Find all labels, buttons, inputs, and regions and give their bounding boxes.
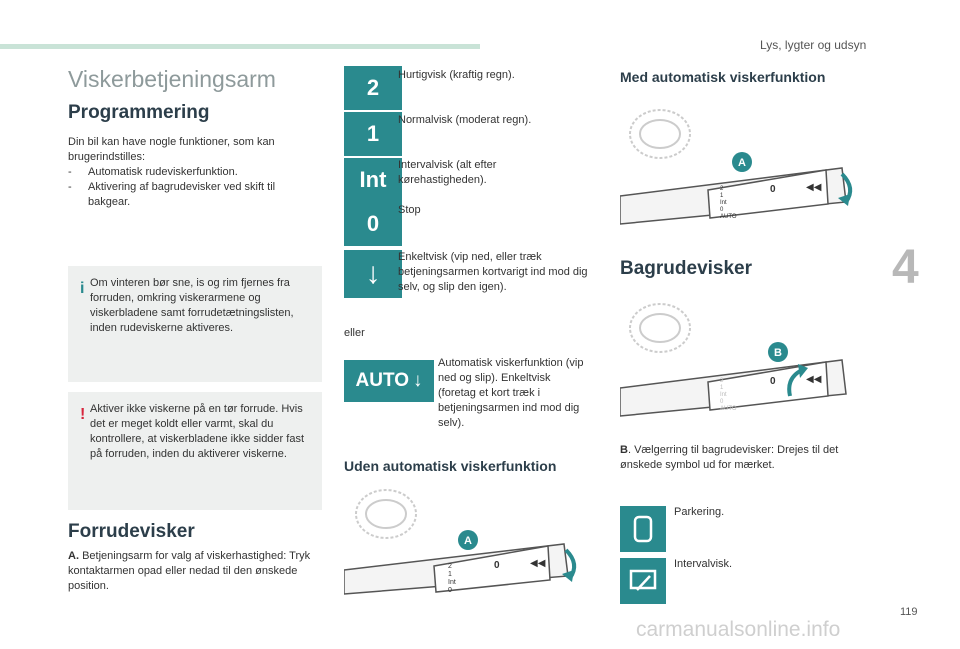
top-accent-bar <box>0 44 480 49</box>
page-number: 119 <box>900 606 918 618</box>
programming-heading: Programmering <box>68 102 210 123</box>
scale-1-label: 1 <box>448 571 452 578</box>
scale-int-label: Int <box>448 579 456 586</box>
auto-label: AUTO <box>355 370 409 391</box>
manual-heading: Uden automatisk viskerfunktion <box>344 458 557 474</box>
warning-icon: ! <box>80 406 86 423</box>
auto-wipe-text: Automatisk viskerfunktion (vip ned og slip). Enkeltvisk (foretag et kort træk i betjeningsarmen ind mod dig selv). <box>438 357 584 429</box>
stop-icon: 0 <box>344 202 402 246</box>
page-title: Viskerbetjeningsarm <box>68 66 276 92</box>
auto-wipe-icon <box>344 360 434 402</box>
speed-1-text: Normalvisk (moderat regn). <box>398 114 532 126</box>
scale-2-label: 2 <box>720 186 724 192</box>
stalk-illustration-b <box>620 300 860 424</box>
interval-text: Intervalvisk. <box>674 558 733 570</box>
svg-text:◀◀: ◀◀ <box>530 558 546 569</box>
list-item: - Automatisk rudeviskerfunktion. <box>68 166 238 178</box>
label-a-marker: A <box>738 157 746 169</box>
scale-auto-label: AUTO <box>720 214 737 220</box>
single-wipe-icon: ↓ <box>344 250 402 298</box>
info-icon: i <box>80 280 85 297</box>
scale-2-label: 2 <box>448 563 452 570</box>
scale-1-label: 1 <box>720 385 724 391</box>
warning-text: Aktiver ikke viskerne på en tør forrude. Hvis det er meget koldt eller varmt, skal du kontrollere, at viskerbladene ikke sidder fast på forruden, inden du aktiverer viskerne. <box>90 403 304 460</box>
scale-auto-label: AUTO <box>720 406 737 412</box>
warning-box <box>68 392 322 510</box>
scale-0-label: 0 <box>448 587 452 594</box>
single-wipe-text: Enkeltvisk (vip ned, eller træk betjeningsarmen kortvarigt ind mod dig selv, og slip den igen). <box>398 251 588 293</box>
chapter-number: 4 <box>892 241 919 294</box>
list-item: - Aktivering af bagrudevisker ved skift til bakgear. <box>68 180 318 210</box>
scale-0-label: 0 <box>720 207 724 213</box>
front-wiper-heading: Forrudevisker <box>68 521 195 542</box>
svg-text:0: 0 <box>494 560 500 571</box>
info-box <box>68 266 322 382</box>
stop-text: Stop <box>398 204 421 216</box>
or-text: eller <box>344 327 365 339</box>
auto-wiper-heading: Med automatisk viskerfunktion <box>620 69 826 85</box>
scale-0-label: 0 <box>720 399 724 405</box>
programming-text <box>68 135 318 210</box>
svg-text:◀◀: ◀◀ <box>806 182 822 193</box>
interval-icon <box>620 558 666 604</box>
scale-int-label: Int <box>720 392 727 398</box>
section-header: Lys, lygter og udsyn <box>760 38 867 52</box>
arrow-down-icon: ↓ <box>412 370 423 391</box>
scale-2-label: 2 <box>720 378 724 384</box>
rear-wiper-heading: Bagrudevisker <box>620 258 753 279</box>
label-b-marker: B <box>774 347 782 359</box>
label-a-marker: A <box>464 535 472 547</box>
stalk-illustration-a <box>344 484 584 608</box>
svg-text:◀◀: ◀◀ <box>806 374 822 385</box>
svg-text:0: 0 <box>770 184 776 195</box>
watermark: carmanualsonline.info <box>636 618 841 641</box>
scale-1-label: 1 <box>720 193 724 199</box>
speed-1-icon: 1 <box>344 112 402 156</box>
scale-int-label: Int <box>720 200 727 206</box>
front-wiper-description: Betjeningsarm for valg af viskerhastighed: Tryk kontaktarmen opad eller nedad til den ønskede position. <box>68 550 311 592</box>
programming-intro: Din bil kan have nogle funktioner, som kan brugerindstilles: <box>68 136 275 163</box>
stalk-illustration-auto <box>620 104 860 236</box>
parking-icon <box>620 506 666 552</box>
interval-speed-icon: Int <box>344 158 402 202</box>
label-a: A. <box>68 550 79 562</box>
list-item-text: Aktivering af bagrudevisker ved skift til bakgear. <box>88 181 276 208</box>
parking-text: Parkering. <box>674 506 725 518</box>
list-item-text: Automatisk rudeviskerfunktion. <box>88 166 238 178</box>
rear-wiper-text <box>620 443 870 473</box>
label-b: B <box>620 444 628 456</box>
speed-2-text: Hurtigvisk (kraftig regn). <box>398 69 515 81</box>
svg-text:0: 0 <box>770 376 776 387</box>
interval-speed-text: Intervalvisk (alt efter kørehastigheden). <box>398 159 497 186</box>
front-wiper-text <box>68 549 324 594</box>
rear-wiper-description: . Vælgerring til bagrudevisker: Drejes til det ønskede symbol ud for mærket. <box>620 444 839 471</box>
info-text: Om vinteren bør sne, is og rim fjernes fra forruden, omkring viskerarmene og viskerbladene samt forrudetætningslisten, inden rudeviskerne aktiveres. <box>90 277 294 334</box>
speed-2-icon: 2 <box>344 66 402 110</box>
